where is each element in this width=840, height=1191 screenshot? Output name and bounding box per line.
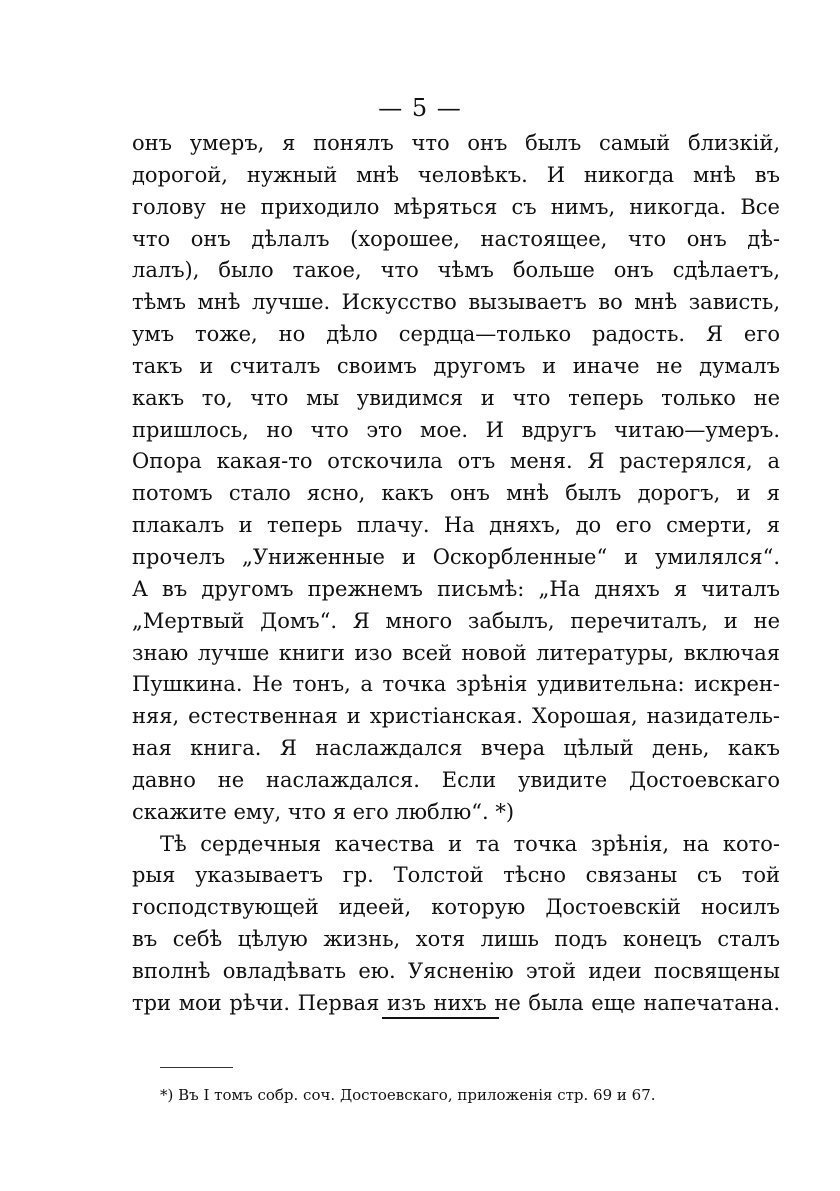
section-divider [382,1017,499,1019]
text-line: дорогой, нужный мнѣ человѣкъ. И никогда мнѣ въ [132,162,780,187]
text-line: прочелъ „Униженные и Оскорбленные“ и умилялся“. [132,544,780,569]
text-line: знаю лучше книги изо всей новой литературы, включая [132,640,780,665]
text-line: „Мертвый Домъ“. Я много забылъ, перечиталъ, и не [132,608,780,633]
text-line: потомъ стало ясно, какъ онъ мнѣ былъ дорогъ, и я [132,481,780,506]
text-line: онъ умеръ, я понялъ что онъ былъ самый близкій, [132,131,780,155]
text-line: скажите ему, что я его люблю“. *) [132,799,515,824]
text-line: Тѣ сердечныя качества и та точка зрѣнія, на кото- [160,831,780,856]
text-line: голову не приходило мѣряться съ нимъ, никогда. Все [132,194,780,219]
text-line: давно не наслаждался. Если увидите Достоевскаго [132,767,780,792]
text-line: такъ и считалъ своимъ другомъ и иначе не думалъ [132,353,780,378]
text-line: умъ тоже, но дѣло сердца—только радость. Я его [132,322,780,347]
text-line: Опора какая-то отскочила отъ меня. Я растерялся, а [132,449,780,474]
text-line: тѣмъ мнѣ лучше. Искусство вызываетъ во мнѣ зависть, [132,290,780,315]
text-line: въ себѣ цѣлую жизнь, хотя лишь подъ конецъ сталъ [132,927,780,952]
text-line: рыя указываетъ гр. Толстой тѣсно связаны съ той [132,863,780,888]
text-line: лалъ), было такое, что чѣмъ больше онъ сдѣлаетъ, [132,258,780,283]
text-line: плакалъ и теперь плачу. На дняхъ, до его смерти, я [132,513,780,538]
text-line: вполнѣ овладѣвать ею. Уясненію этой идеи посвящены [132,958,780,983]
text-line: пришлось, но что это мое. И вдругъ читаю—умеръ. [132,417,780,442]
text-line: А въ другомъ прежнемъ письмѣ: „На дняхъ я читалъ [132,576,780,601]
text-line: господствующей идеей, которую Достоевскій носилъ [132,895,780,920]
text-line: что онъ дѣлалъ (хорошее, настоящее, что онъ дѣ- [132,226,780,251]
footnote: *) Въ I томъ собр. соч. Достоевскаго, приложенія стр. 69 и 67. [160,1086,656,1104]
body-text [132,128,780,1020]
text-line: няя, естественная и христіанская. Хорошая, назидатель- [132,704,780,729]
text-line: три мои рѣчи. Первая изъ нихъ не была еще напечатана. [132,990,780,1015]
text-line: ная книга. Я наслаждался вчера цѣлый день, какъ [132,736,780,761]
page-number: — 5 — [378,94,462,122]
footnote-rule [160,1067,233,1068]
text-line: Пушкина. Не тонъ, а точка зрѣнія удивительна: искрен- [132,672,780,697]
text-line: какъ то, что мы увидимся и что теперь только не [132,385,780,410]
